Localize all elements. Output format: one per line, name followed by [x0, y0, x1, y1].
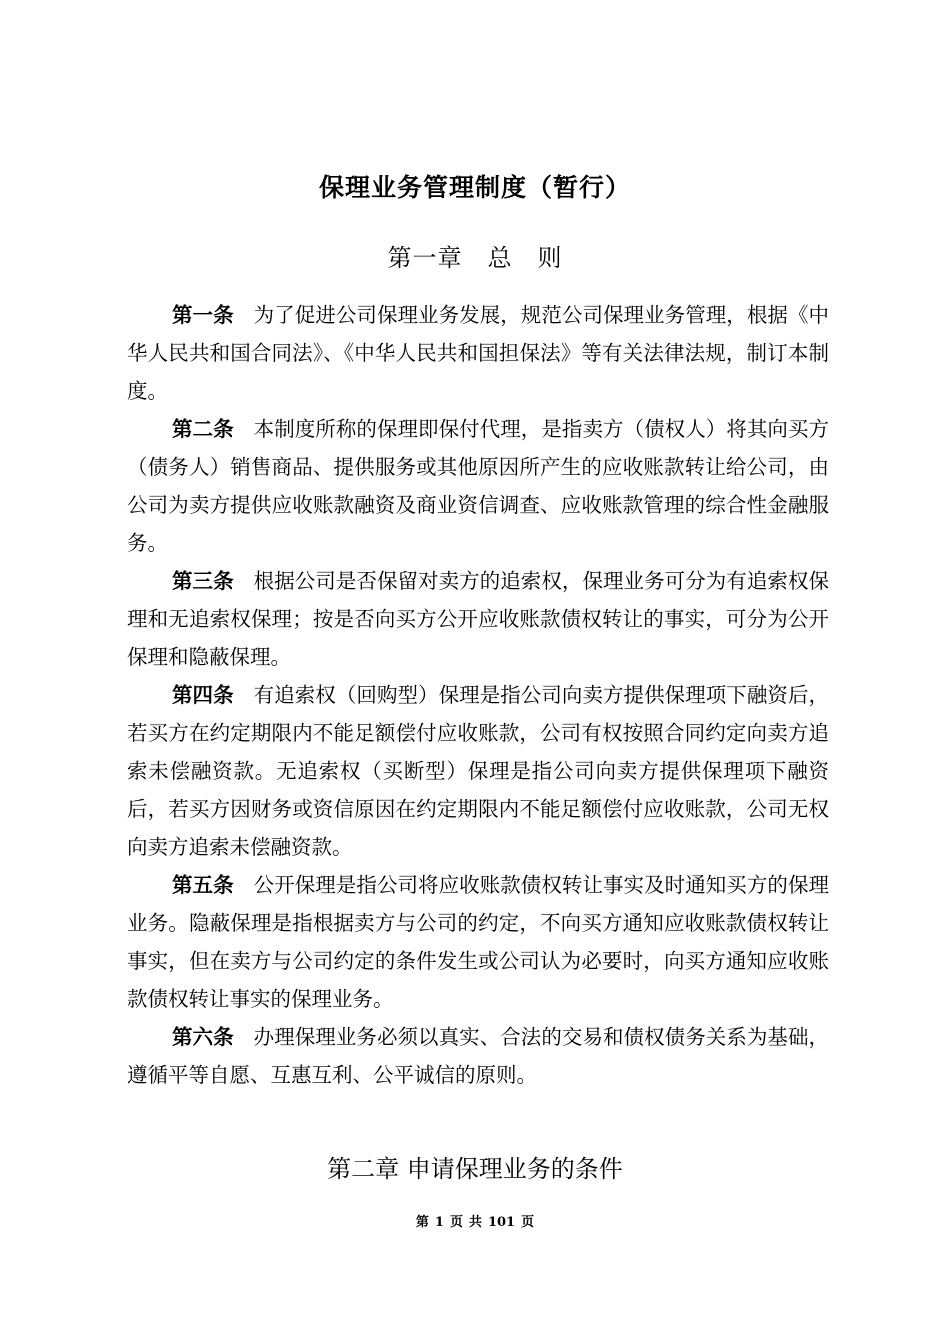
article-number: 第三条 — [172, 569, 234, 593]
article-4 — [127, 676, 829, 866]
article-text: 公开保理是指公司将应收账款债权转让事实及时通知买方的保理业务。隐蔽保理是指根据卖方与公司的约定，不向买方通知应收账款债权转让事实，但在卖方与公司约定的条件发生或公司认为必要时，向买方通知应收账款债权转让事实的保理业务。 — [127, 873, 830, 1011]
page-suffix: 页 — [449, 1215, 463, 1230]
article-text: 本制度所称的保理即保付代理，是指卖方（债权人）将其向买方（债务人）销售商品、提供服务或其他原因所产生的应收账款转让给公司，由公司为卖方提供应收账款融资及商业资信调查、应收账款管理的综合性金融服务。 — [127, 417, 830, 555]
article-2 — [127, 410, 829, 562]
article-number: 第六条 — [172, 1025, 234, 1049]
page-number: 1 — [434, 1215, 444, 1230]
article-1 — [127, 296, 829, 410]
article-number: 第五条 — [172, 873, 234, 897]
article-text: 办理保理业务必须以真实、合法的交易和债权债务关系为基础，遵循平等自愿、互惠互利、公平诚信的原则。 — [127, 1025, 830, 1087]
article-text: 有追索权（回购型）保理是指公司向卖方提供保理项下融资后，若买方在约定期限内不能足额偿付应收账款，公司有权按照合同约定向卖方追索未偿融资款。无追索权（买断型）保理是指公司向卖方提供保理项下融资后，若买方因财务或资信原因在约定期限内不能足额偿付应收账款，公司无权向卖方追索未偿融资款。 — [127, 683, 830, 859]
total-suffix: 页 — [521, 1215, 535, 1230]
article-number: 第一条 — [172, 303, 234, 327]
article-6 — [127, 1018, 829, 1094]
article-text: 根据公司是否保留对卖方的追索权，保理业务可分为有追索权保理和无追索权保理；按是否向买方公开应收账款债权转让的事实，可分为公开保理和隐蔽保理。 — [127, 569, 830, 669]
page-prefix: 第 — [415, 1215, 429, 1230]
article-3 — [127, 562, 829, 676]
article-text: 为了促进公司保理业务发展，规范公司保理业务管理，根据《中华人民共和国合同法》、《中华人民共和国担保法》等有关法律法规，制订本制度。 — [127, 303, 830, 403]
chapter-title: 第一章 总 则 — [387, 244, 563, 272]
total-pages: 101 — [487, 1215, 516, 1230]
article-number: 第二条 — [172, 417, 234, 441]
article-number: 第四条 — [172, 683, 234, 707]
chapter-body — [127, 296, 829, 1094]
total-prefix: 共 — [468, 1215, 482, 1230]
page-footer — [0, 1211, 950, 1230]
chapter-title: 第二章 申请保理业务的条件 — [327, 1155, 623, 1183]
document-title: 保理业务管理制度（暂行） — [318, 173, 631, 202]
article-5 — [127, 866, 829, 1018]
